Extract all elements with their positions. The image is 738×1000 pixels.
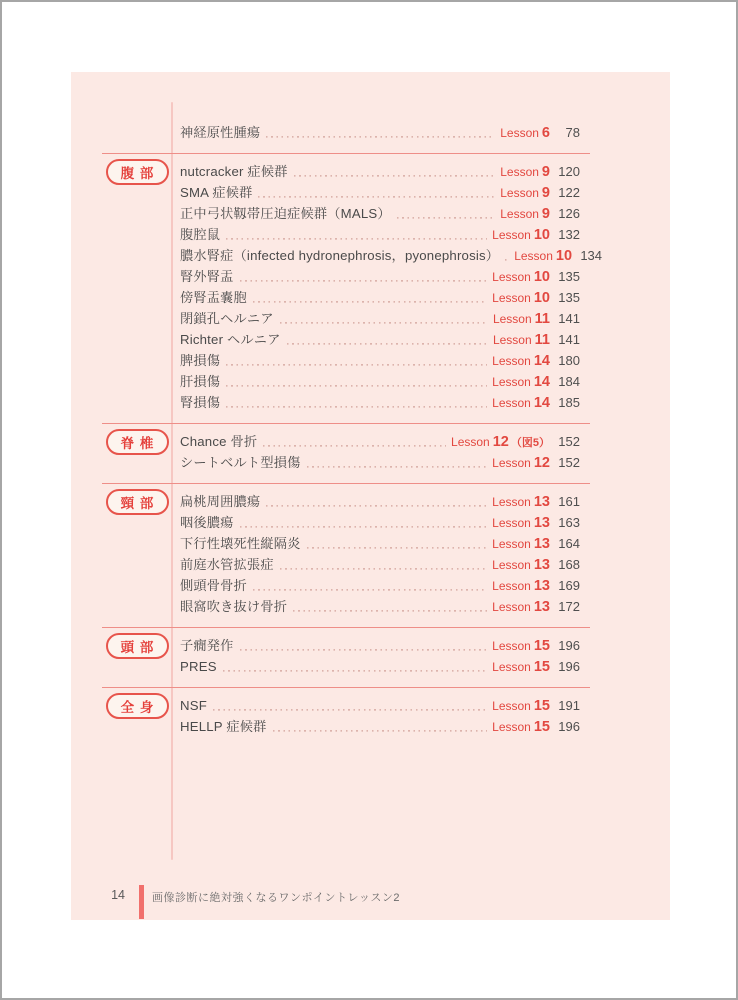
- dot-leader: [293, 596, 487, 617]
- page-number: 172: [558, 599, 580, 614]
- page-number: 126: [558, 206, 580, 221]
- lesson-ref: [492, 512, 550, 534]
- lesson-figure-note: （図5）: [510, 437, 550, 449]
- entry-title: PRES: [180, 659, 217, 674]
- entry-title: SMA 症候群: [180, 185, 253, 200]
- page-number: 135: [558, 269, 580, 284]
- lesson-number: 13: [533, 494, 550, 510]
- toc-entry: [180, 182, 580, 203]
- entry-title: 扁桃周囲膿瘍: [180, 494, 261, 509]
- toc-entry: [180, 392, 580, 413]
- lesson-number: 13: [533, 578, 550, 594]
- toc-entry: [180, 656, 580, 677]
- lesson-ref: [500, 122, 550, 144]
- toc-entry: [180, 224, 580, 245]
- lesson-ref: [493, 329, 550, 351]
- entry-title: Chance 骨折: [180, 434, 258, 449]
- toc-entry: [180, 287, 580, 308]
- toc-entry: [180, 695, 580, 716]
- dot-leader: [263, 431, 446, 452]
- lesson-word: Lesson: [492, 396, 531, 410]
- dot-leader: [397, 203, 495, 224]
- lesson-ref: [492, 596, 550, 618]
- entry-title: 腎外腎盂: [180, 269, 234, 284]
- toc-entry: [180, 575, 580, 596]
- entry-title: 肝損傷: [180, 374, 221, 389]
- entry-title: 子癇発作: [180, 638, 234, 653]
- toc-entry: [180, 371, 580, 392]
- lesson-number: 9: [541, 206, 550, 222]
- lesson-ref: [492, 266, 550, 288]
- entry-title: 神経原性腫瘍: [180, 125, 261, 140]
- page-number: 185: [558, 395, 580, 410]
- entry-title: 脾損傷: [180, 353, 221, 368]
- section-badge: 頸 部: [106, 489, 169, 515]
- lesson-word: Lesson: [492, 312, 532, 326]
- lesson-ref: [492, 350, 550, 372]
- toc-entry: [180, 203, 580, 224]
- lesson-word: Lesson: [500, 186, 539, 200]
- section-entries: [180, 695, 590, 737]
- toc-entry: [180, 533, 580, 554]
- entry-title: 閉鎖孔ヘルニア: [180, 311, 274, 326]
- page-number: 196: [558, 659, 580, 674]
- dot-leader: [253, 287, 487, 308]
- book-page: [71, 72, 670, 920]
- lesson-word: Lesson: [492, 495, 531, 509]
- lesson-word: Lesson: [500, 126, 539, 140]
- lesson-word: Lesson: [492, 375, 531, 389]
- page-number: 141: [558, 332, 580, 347]
- page-number: 120: [558, 164, 580, 179]
- lesson-word: Lesson: [500, 207, 539, 221]
- lesson-number: 15: [533, 719, 550, 735]
- dot-leader: [223, 656, 487, 677]
- page-number: 122: [558, 185, 580, 200]
- toc-entry: [180, 452, 580, 473]
- lesson-word: Lesson: [500, 165, 539, 179]
- page-number: 141: [558, 311, 580, 326]
- page-number: 134: [580, 248, 603, 263]
- entry-title: 膿水腎症（infected hydronephrosis，pyonephrosis）: [180, 248, 500, 263]
- toc-entry: [180, 635, 580, 656]
- page-number: 169: [558, 578, 580, 593]
- entry-title: 眼窩吹き抜け骨折: [180, 599, 288, 614]
- lesson-ref: [492, 287, 550, 309]
- section-entries: [180, 635, 590, 677]
- toc-entry: [180, 512, 580, 533]
- toc-entry: [180, 554, 580, 575]
- toc-entry: [180, 431, 580, 452]
- lesson-ref: [492, 695, 550, 717]
- dot-leader: [287, 329, 488, 350]
- page-number: 152: [558, 455, 580, 470]
- lesson-word: Lesson: [492, 516, 531, 530]
- section-badge: 脊 椎: [106, 429, 169, 455]
- toc-entry: [180, 716, 580, 737]
- lesson-word: Lesson: [492, 354, 531, 368]
- page-number: 180: [558, 353, 580, 368]
- lesson-ref: [451, 431, 550, 454]
- toc-section: [102, 687, 590, 737]
- toc-entry: [180, 266, 580, 287]
- entry-title: HELLP 症候群: [180, 719, 267, 734]
- lesson-number: 15: [533, 638, 550, 654]
- dot-leader: [226, 371, 487, 392]
- toc-entry: [180, 491, 580, 512]
- section-entries: [180, 491, 590, 617]
- entry-title: 下行性壊死性縦隔炎: [180, 536, 301, 551]
- toc-list: [102, 72, 603, 737]
- dot-leader: [226, 224, 487, 245]
- toc-entry: [180, 329, 580, 350]
- page-number: 163: [558, 515, 580, 530]
- entry-title: 側頭骨骨折: [180, 578, 247, 593]
- lesson-number: 13: [533, 515, 550, 531]
- lesson-word: Lesson: [492, 579, 531, 593]
- lesson-ref: [500, 161, 550, 183]
- dot-leader: [258, 182, 495, 203]
- dot-leader: [253, 575, 487, 596]
- page-number: 191: [558, 698, 580, 713]
- lesson-number: 11: [534, 332, 550, 348]
- dot-leader: [213, 695, 487, 716]
- dot-leader: [240, 635, 488, 656]
- lesson-ref: [493, 308, 550, 330]
- footer-accent-bar: [139, 885, 144, 919]
- lesson-number: 11: [534, 311, 550, 327]
- lesson-number: 13: [533, 557, 550, 573]
- footer-page-number: 14: [111, 888, 125, 902]
- lesson-ref: [514, 245, 572, 267]
- toc-entry: [180, 596, 580, 617]
- lesson-number: 12: [492, 434, 509, 450]
- page-number: 196: [558, 638, 580, 653]
- lesson-word: Lesson: [492, 600, 531, 614]
- dot-leader: [266, 122, 495, 143]
- dot-leader: [280, 554, 487, 575]
- page-number: 161: [558, 494, 580, 509]
- lesson-word: Lesson: [492, 228, 531, 242]
- page-number: 164: [558, 536, 580, 551]
- entry-title: 傍腎盂嚢胞: [180, 290, 247, 305]
- toc-entry: [180, 350, 580, 371]
- toc-section: [102, 627, 590, 677]
- section-badge: 全 身: [106, 693, 169, 719]
- section-entries: [180, 122, 590, 143]
- lesson-number: 10: [555, 248, 573, 264]
- entry-title: 咽後膿瘍: [180, 515, 234, 530]
- dot-leader: [505, 245, 509, 266]
- toc-entry: [180, 245, 603, 266]
- footer-book-title: 画像診断に絶対強くなるワンポイントレッスン2: [152, 892, 401, 904]
- dot-leader: [307, 533, 488, 554]
- page-number: 135: [558, 290, 580, 305]
- lesson-number: 13: [533, 599, 550, 615]
- dot-leader: [240, 266, 488, 287]
- lesson-word: Lesson: [492, 660, 531, 674]
- lesson-word: Lesson: [492, 639, 531, 653]
- lesson-number: 10: [533, 290, 550, 306]
- lesson-number: 14: [533, 395, 550, 411]
- lesson-ref: [500, 182, 550, 204]
- entry-title: Richter ヘルニア: [180, 332, 281, 347]
- lesson-word: Lesson: [514, 249, 553, 263]
- toc-entry: [180, 122, 580, 143]
- toc-entry: [180, 308, 580, 329]
- lesson-word: Lesson: [492, 456, 531, 470]
- lesson-word: Lesson: [492, 537, 531, 551]
- dot-leader: [226, 392, 487, 413]
- entry-title: 正中弓状靱帯圧迫症候群（MALS）: [180, 206, 391, 221]
- lesson-ref: [492, 533, 550, 555]
- entry-title: 腎損傷: [180, 395, 221, 410]
- lesson-number: 9: [541, 164, 550, 180]
- lesson-number: 10: [533, 227, 550, 243]
- toc-section: [102, 423, 590, 473]
- dot-leader: [273, 716, 488, 737]
- entry-title: シートベルト型損傷: [180, 455, 301, 470]
- entry-title: nutcracker 症候群: [180, 164, 288, 179]
- lesson-ref: [492, 656, 550, 678]
- dot-leader: [266, 491, 487, 512]
- lesson-word: Lesson: [492, 270, 531, 284]
- lesson-ref: [492, 635, 550, 657]
- section-entries: [180, 431, 590, 473]
- lesson-word: Lesson: [492, 720, 531, 734]
- section-badge: 頭 部: [106, 633, 169, 659]
- dot-leader: [240, 512, 488, 533]
- page-number: 196: [558, 719, 580, 734]
- lesson-number: 14: [533, 374, 550, 390]
- dot-leader: [294, 161, 496, 182]
- lesson-number: 15: [533, 698, 550, 714]
- dot-leader: [307, 452, 488, 473]
- lesson-ref: [492, 224, 550, 246]
- lesson-ref: [500, 203, 550, 225]
- lesson-ref: [492, 491, 550, 513]
- lesson-ref: [492, 392, 550, 414]
- lesson-ref: [492, 371, 550, 393]
- lesson-ref: [492, 452, 550, 474]
- lesson-ref: [492, 716, 550, 738]
- lesson-number: 12: [533, 455, 550, 471]
- toc-section: [102, 483, 590, 617]
- entry-title: 腹腔鼠: [180, 227, 221, 242]
- lesson-number: 13: [533, 536, 550, 552]
- lesson-number: 6: [541, 125, 550, 141]
- lesson-word: Lesson: [492, 699, 531, 713]
- lesson-ref: [492, 554, 550, 576]
- entry-title: 前庭水管拡張症: [180, 557, 274, 572]
- lesson-number: 10: [533, 269, 550, 285]
- page-number: 184: [558, 374, 580, 389]
- toc-section: [102, 122, 590, 143]
- section-entries: [180, 161, 603, 413]
- section-badge: 腹 部: [106, 159, 169, 185]
- lesson-number: 15: [533, 659, 550, 675]
- lesson-word: Lesson: [451, 435, 490, 449]
- lesson-word: Lesson: [492, 333, 532, 347]
- lesson-ref: [492, 575, 550, 597]
- lesson-word: Lesson: [492, 558, 531, 572]
- entry-title: NSF: [180, 698, 207, 713]
- lesson-number: 9: [541, 185, 550, 201]
- dot-leader: [280, 308, 488, 329]
- lesson-word: Lesson: [492, 291, 531, 305]
- page-number: 152: [558, 434, 580, 449]
- page-number: 168: [558, 557, 580, 572]
- page-number: 78: [565, 125, 580, 140]
- dot-leader: [226, 350, 487, 371]
- page-number: 132: [558, 227, 580, 242]
- toc-entry: [180, 161, 580, 182]
- toc-section: [102, 153, 603, 413]
- lesson-number: 14: [533, 353, 550, 369]
